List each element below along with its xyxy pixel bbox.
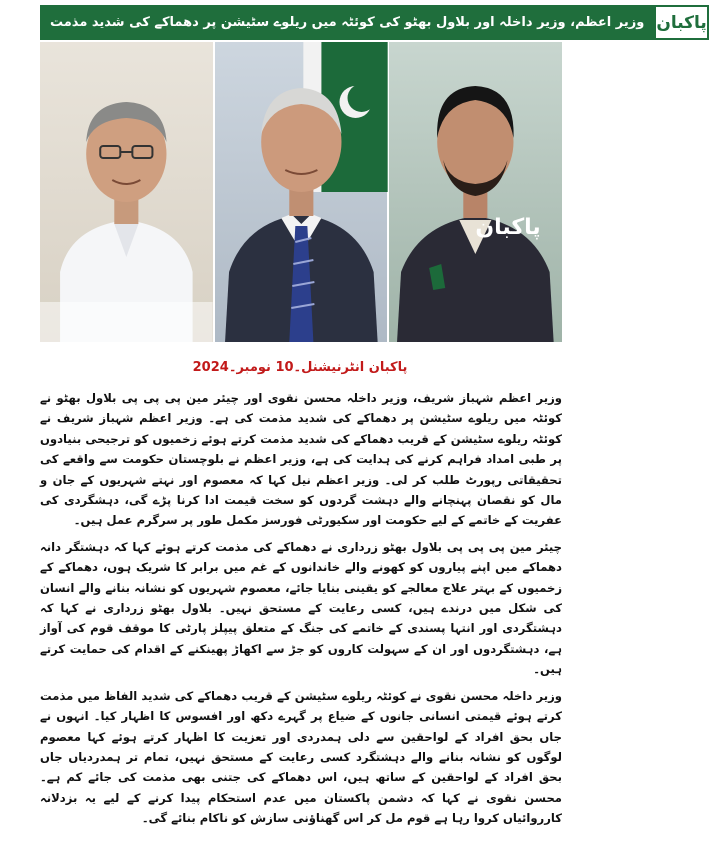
news-header	[40, 5, 707, 40]
photo-right	[389, 42, 562, 342]
photo-left	[40, 42, 213, 342]
photo-middle	[215, 42, 388, 342]
photo-collage	[40, 42, 562, 342]
article-body	[40, 388, 562, 835]
dateline: پاکبان انٹرنیشنل۔10 نومبر۔2024	[192, 360, 408, 375]
article-paragraph: چیئر مین پی پی پی بلاول بھٹو زرداری نے دھماکے کی مذمت کرتے ہوئے کہا کہ دہشتگر دانہ دھماکے میں اپنے پیاروں کو کھونے والے خاندانوں کے غم میں برابر کا شریک ہوں، دھماکے کے زخمیوں کے بہتر علاج معالجے کو یقینی بنایا جائے، معصوم شہریوں کو نشانہ بنانے والے انسان کی شکل میں درندے ہیں، کسی رعایت کے مستحق نہیں۔ بلاول بھٹو زرداری نے کہا کہ دہشتگردی اور انتہا پسندی کے خاتمے کی جنگ کے متعلق پیپلز پارٹی کا موقف قوم کی آواز ہے، دہشتگردوں اور ان کے سہولت کاروں کو جڑ سے اکھاڑ پھینکنے کے اقدام کی حمایت کرتے ہیں۔	[40, 539, 562, 677]
person-portrait-left	[40, 42, 213, 342]
article-paragraph: وزیر اعظم شہباز شریف، وزیر داخلہ محسن نقوی اور چیئر مین پی پی پی بلاول بھٹو نے کوئٹہ میں ریلوے سٹیشن پر دھماکے کی شدید مذمت کی ہے۔ وزیر اعظم شہباز شریف نے کوئٹہ ریلوے سٹیشن کے قریب دھماکے کی شدید مذمت کرتے ہوئے زخمیوں کو ترجیحی بنیادوں پر طبی امداد فراہم کرنے کی ہدایت کی ہے، وزیر اعظم نے بلوچستان حکومت سے واقعے کی تحقیقاتی رپورٹ طلب کر لی۔ وزیر اعظم نیل کہا کہ معصوم اور نہتے شہریوں کے جان و مال کو نقصان پہنچانے والے دہشت گردوں کو سخت قیمت ادا کرنا پڑے گی، دہشگردی کی عفریت کے خاتمے کے لیے حکومت اور سکیورٹی فورسز مکمل طور پر سرگرم عمل ہیں۔	[40, 391, 562, 528]
headline: وزیر اعظم، وزیر داخلہ اور بلاول بھٹو کی کوئٹہ میں ریلوے سٹیشن پر دھماکے کی شدید مذمت	[40, 5, 654, 40]
article-paragraph: وزیر داخلہ محسن نقوی نے کوئٹہ ریلوے سٹیشن کے قریب دھماکے کی شدید الفاظ میں مذمت کرتے ہوئے قیمتی انسانی جانوں کے ضیاع پر گہرے دکھ اور افسوس کا اظہار کیا۔ انہوں نے جاں بحق افراد کے لواحقین سے دلی ہمدردی اور تعزیت کا اظہار کرتے ہوئے کہا معصوم لوگوں کو نشانہ بنانے والے دہشتگرد کسی رعایت کے مستحق نہیں، تمام تر ہمدردیاں جاں بحق افراد کے لواحقین کے ساتھ ہیں، اس دھماکے کی جتنی بھی مذمت کی جائے کم ہے۔ محسن نقوی نے کہا کہ دشمن پاکستان میں عدم استحکام پیدا کرنے کے لیے یہ بزدلانہ کارروائیاں کروا رہا ہے قوم مل کر اس گھناؤنی سازش کو ناکام بنائے گی۔	[40, 688, 562, 826]
brand-watermark: پاکبان	[475, 214, 541, 240]
brand-badge: پاکبان	[654, 5, 709, 40]
person-portrait-middle	[215, 42, 388, 342]
